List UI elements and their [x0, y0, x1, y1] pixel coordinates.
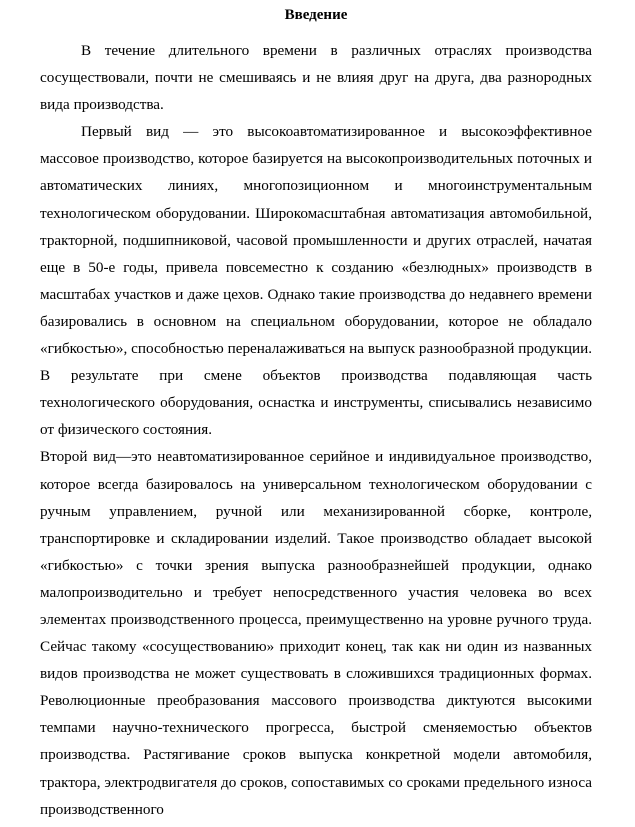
paragraph-serial-production: Второй вид—это неавтоматизированное серийное и индивидуальное производство, которое всегда базировалось на универсальном технологическом оборудовании с ручным управлением, ручной или механизированной сборке, контроле, транспортировке и складировании изделий. Такое производство обладает высокой «гибкостью» с точки зрения выпуска разнообразнейшей продукции, однако малопроизводительно и требует непосредственного участия человека во всех элементах производственного процесса, преимущественно на уровне ручного труда. Сейчас такому «сосуществованию» приходит конец, так как ни один из названных видов производства не может существовать в сложившихся традиционных формах. Революционные преобразования массового производства диктуются высокими темпами научно-технического прогресса, быстрой сменяемостью объектов производства. Растягивание сроков выпуска конкретной модели автомобиля, трактора, электродвигателя до сроков, сопоставимых со сроками предельного износа производственного — [40, 448, 592, 818]
paragraph-intro: В течение длительного времени в различных отраслях производства сосуществовали, почти не смешиваясь и не влияя друг на друга, два разнородных вида производства. — [40, 42, 592, 114]
document-title: Введение — [284, 7, 348, 23]
document-page — [40, 0, 592, 823]
paragraph-mass-production: Первый вид — это высокоавтоматизированное и высокоэффективное массовое производство, которое базируется на высокопроизводительных поточных и автоматических линиях, многопозиционном и многоинструментальным технологическом оборудовании. Широкомасштабная автоматизация автомобильной, тракторной, подшипниковой, часовой промышленности и других отраслей, начатая еще в 50-е годы, привела повсеместно к созданию «безлюдных» производств в масштабах участков и даже цехов. Однако такие производства до недавнего времени базировались в основном на специальном оборудовании, которое не обладало «гибкостью», способностью переналаживаться на выпуск разнообразной продукции. В результате при смене объектов производства подавляющая часть технологического оборудования, оснастка и инструменты, списывались независимо от физического состояния. — [40, 123, 592, 439]
